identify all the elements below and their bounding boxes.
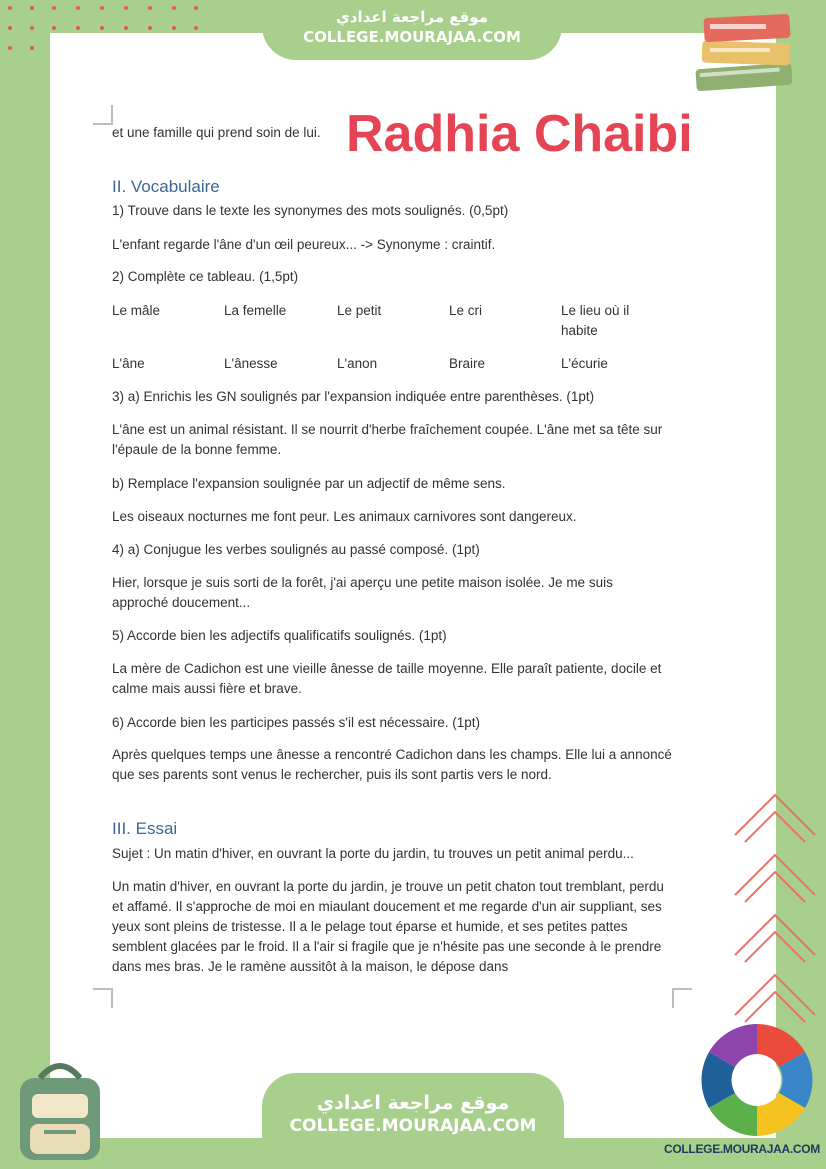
author-watermark: Radhia Chaibi — [346, 105, 693, 163]
footer-site-arabic: موقع مراجعة اعدادي — [316, 1092, 510, 1114]
crop-mark — [93, 105, 113, 125]
backpack-icon — [10, 1050, 110, 1165]
header-site-arabic: موقع مراجعة اعدادي — [336, 8, 488, 26]
table-cell: Braire — [449, 356, 486, 371]
table-header-cell: Le lieu où il habite — [561, 303, 630, 338]
answer-4: Hier, lorsque je suis sorti de la forêt, j'ai aperçu une petite maison isolée. Je me suis approché doucement... — [112, 575, 613, 610]
question-3b: b) Remplace l'expansion soulignée par un adjectif de même sens. — [112, 476, 506, 491]
answer-3b: Les oiseaux nocturnes me font peur. Les animaux carnivores sont dangereux. — [112, 509, 577, 524]
books-icon — [690, 8, 802, 98]
table-cell: L'ânesse — [224, 356, 278, 371]
intro-line: et une famille qui prend soin de lui. — [112, 125, 321, 140]
essay-text: Un matin d'hiver, en ouvrant la porte du jardin, je trouve un petit chaton tout tremblant, perdu et affamé. Il s'approche de moi en miaulant doucement et me regarde d'un air suppliant, ses yeux sont pleins de tristesse. Il a le pelage tout éparse et humide, et ses petites pattes semblent glacées par le froid. Il a l'air si fragile que je n'hésite pas une seconde à le prendre dans mes bras. Je le ramène aussitôt à la maison, le dépose dans — [112, 879, 664, 974]
question-1: 1) Trouve dans le texte les synonymes des mots soulignés. (0,5pt) — [112, 203, 509, 218]
table-cell: L'âne — [112, 356, 145, 371]
table-header-cell: Le cri — [449, 303, 483, 318]
header-banner — [262, 0, 562, 60]
table-cell: L'écurie — [561, 356, 608, 371]
chevron-up-icon — [730, 790, 820, 1040]
section-title-essai: III. Essai — [112, 819, 178, 838]
essay-subject: Sujet : Un matin d'hiver, en ouvrant la porte du jardin, tu trouves un petit animal perdu... — [112, 846, 634, 861]
table-header-cell: Le petit — [337, 303, 382, 318]
question-4: 4) a) Conjugue les verbes soulignés au passé composé. (1pt) — [112, 542, 480, 557]
answer-6: Après quelques temps une ânesse a rencontré Cadichon dans les champs. Elle lui a annoncé que ses parents sont venus le rechercher, puis ils sont partis vers le nord. — [112, 747, 672, 782]
answer-1: L'enfant regarde l'âne d'un œil peureux... -> Synonyme : craintif. — [112, 237, 496, 252]
table-header-cell: Le mâle — [112, 303, 161, 318]
question-5: 5) Accorde bien les adjectifs qualificatifs soulignés. (1pt) — [112, 628, 447, 643]
footer-site-url[interactable]: COLLEGE.MOURAJAA.COM — [289, 1116, 537, 1136]
question-3a: 3) a) Enrichis les GN soulignés par l'expansion indiquée entre parenthèses. (1pt) — [112, 389, 595, 404]
school-subjects-logo-icon — [693, 1020, 821, 1140]
answer-5: La mère de Cadichon est une vieille ânesse de taille moyenne. Elle paraît patiente, docile et calme mais aussi fière et brave. — [112, 661, 662, 696]
section-title-vocabulaire: II. Vocabulaire — [112, 177, 220, 196]
table-cell: L'anon — [337, 356, 378, 371]
crop-mark — [672, 988, 692, 1008]
crop-mark — [93, 988, 113, 1008]
question-2: 2) Complète ce tableau. (1,5pt) — [112, 269, 299, 284]
answer-3a: L'âne est un animal résistant. Il se nourrit d'herbe fraîchement coupée. L'âne met sa tête sur l'épaule de la bonne femme. — [112, 422, 663, 457]
header-site-url[interactable]: COLLEGE.MOURAJAA.COM — [303, 28, 521, 46]
footer-banner — [262, 1073, 564, 1169]
question-6: 6) Accorde bien les participes passés s'il est nécessaire. (1pt) — [112, 715, 481, 730]
table-header-cell: La femelle — [224, 303, 287, 318]
logo-site-url[interactable]: COLLEGE.MOURAJAA.COM — [664, 1142, 821, 1156]
